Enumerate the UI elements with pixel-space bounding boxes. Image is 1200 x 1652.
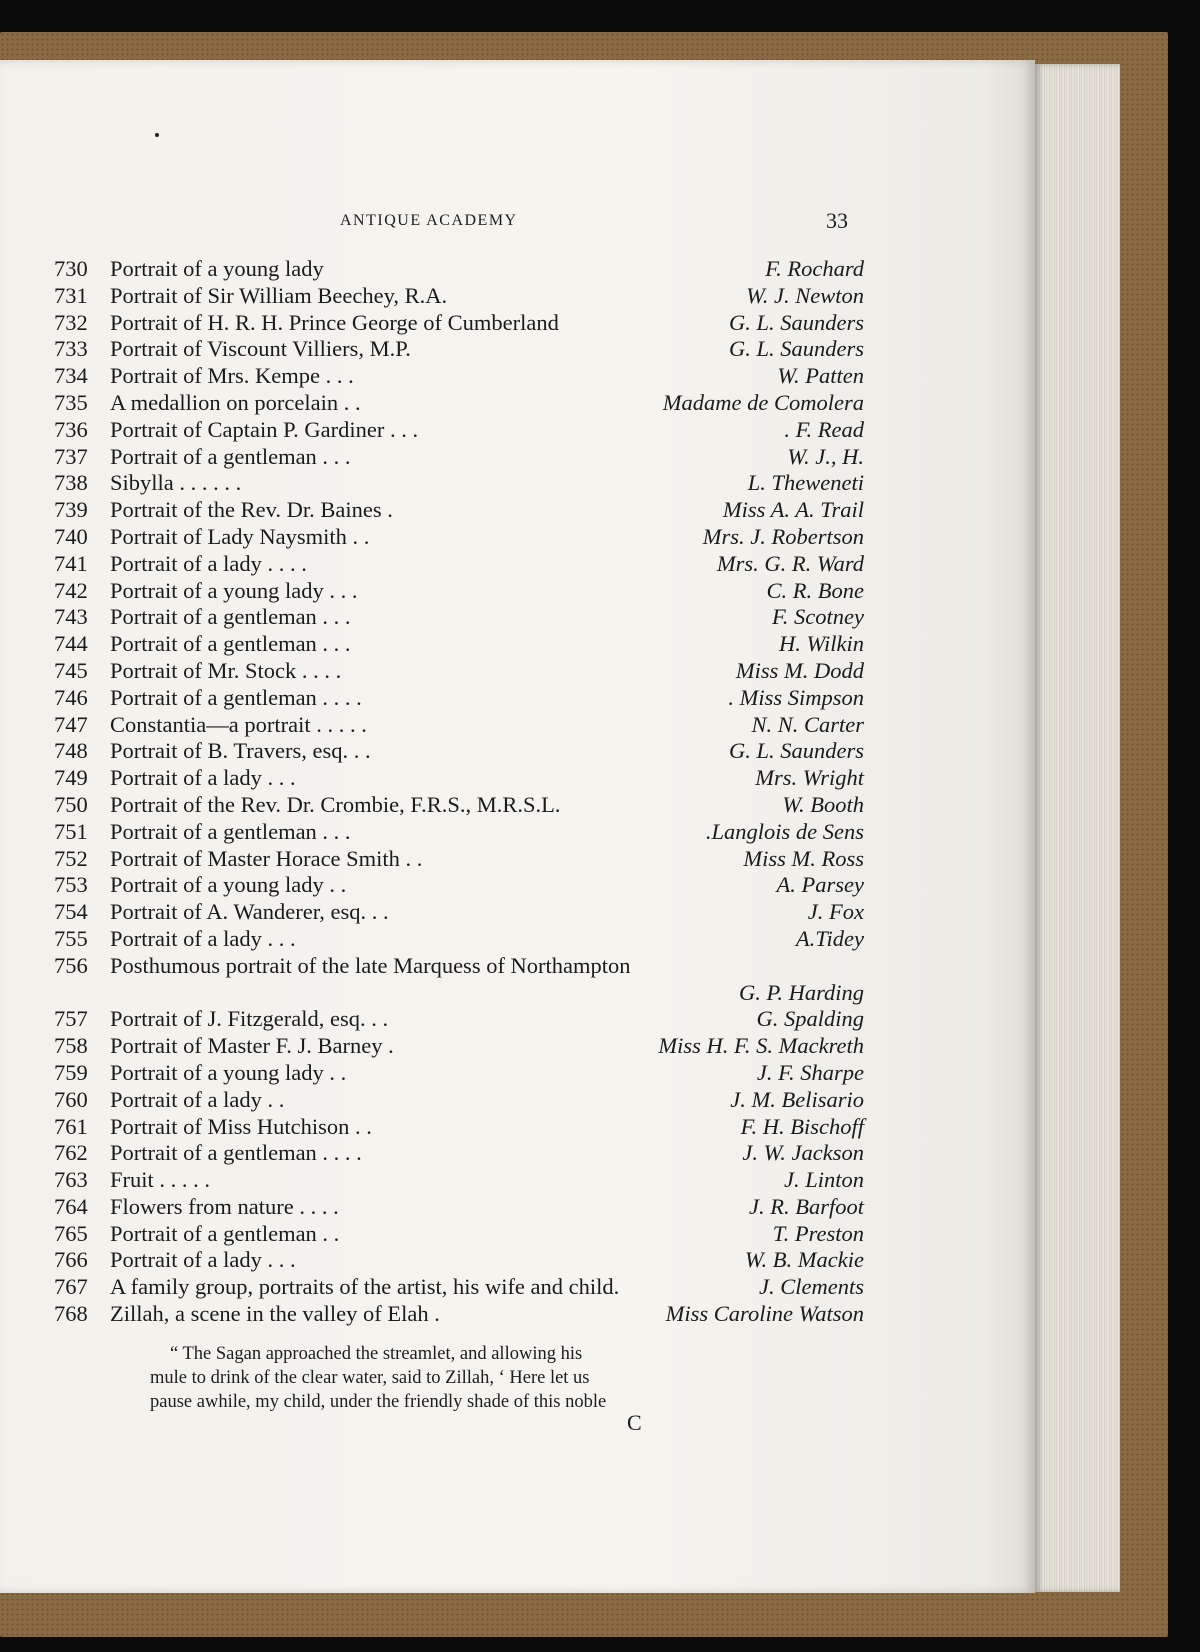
catalogue-entry	[54, 819, 864, 846]
catalogue-entry	[54, 738, 864, 765]
entry-title: Portrait of Mrs. Kempe . . .	[110, 363, 354, 389]
entry-title: Portrait of a gentleman . . . .	[110, 1140, 362, 1166]
entry-title: Portrait of J. Fitzgerald, esq. . .	[110, 1006, 389, 1032]
entry-title: Portrait of Lady Naysmith . .	[110, 523, 370, 549]
entry-title: Portrait of B. Travers, esq. . .	[110, 738, 371, 764]
catalogue-entry	[54, 524, 864, 551]
entry-number: 760	[54, 1086, 88, 1112]
catalogue-entry	[54, 390, 864, 417]
quotation	[150, 1342, 770, 1414]
entry-number: 763	[54, 1167, 88, 1193]
entry-artist: J. F. Sharpe	[756, 1059, 864, 1085]
entry-title: Portrait of a young lady	[110, 256, 324, 281]
entry-number: 753	[54, 872, 88, 898]
entry-title: Zillah, a scene in the valley of Elah .	[110, 1301, 440, 1327]
entry-title: Portrait of the Rev. Dr. Baines .	[110, 497, 393, 523]
entry-artist: F. Scotney	[771, 604, 864, 630]
entry-title: Portrait of Sir William Beechey, R.A.	[110, 282, 448, 308]
entry-number: 745	[54, 657, 88, 683]
entry-title: Portrait of Master F. J. Barney .	[110, 1033, 394, 1059]
entry-artist: G. L. Saunders	[728, 738, 864, 764]
signature-mark: C	[627, 1410, 642, 1435]
catalogue-entry	[54, 363, 864, 390]
entry-title: Portrait of a gentleman . .	[110, 1220, 340, 1246]
entry-artist: L. Theweneti	[747, 470, 864, 496]
catalogue-entry	[54, 578, 864, 605]
entry-artist: G. L. Saunders	[728, 309, 864, 335]
entry-number: 751	[54, 818, 88, 844]
page-number: 33	[826, 208, 848, 233]
entry-number: 749	[54, 765, 88, 791]
entry-title: Portrait of Master Horace Smith . .	[110, 845, 423, 871]
entry-artist: W. J., H.	[787, 443, 864, 469]
entry-number: 738	[54, 470, 88, 496]
entry-artist: T. Preston	[772, 1220, 864, 1246]
entry-artist: W. J. Newton	[746, 282, 864, 308]
catalogue-entry	[54, 1247, 864, 1274]
entry-artist: G. Spalding	[756, 1006, 864, 1032]
entry-title: Portrait of a gentleman . . .	[110, 818, 351, 844]
catalogue-entry	[54, 926, 864, 953]
catalogue-list	[54, 256, 864, 1328]
entry-title: Portrait of a lady . . .	[110, 765, 296, 791]
entry-number: 736	[54, 416, 88, 442]
entry-number: 748	[54, 738, 88, 764]
entry-artist: F. Rochard	[765, 256, 864, 281]
entry-title: Portrait of Mr. Stock . . . .	[110, 657, 342, 683]
entry-artist: . Miss Simpson	[728, 684, 864, 710]
entry-title: Portrait of a lady . . .	[110, 925, 296, 951]
catalogue-entry	[54, 953, 864, 1007]
entry-number: 756	[54, 952, 88, 978]
entry-number: 754	[54, 899, 88, 925]
entry-artist: Miss A. A. Trail	[722, 497, 864, 523]
catalogue-entry	[54, 872, 864, 899]
entry-number: 762	[54, 1140, 88, 1166]
entry-artist: J. W. Jackson	[742, 1140, 864, 1166]
catalogue-entry	[54, 846, 864, 873]
entry-artist: J. Linton	[783, 1167, 864, 1193]
catalogue-entry	[54, 497, 864, 524]
entry-number: 735	[54, 389, 88, 415]
entry-artist: Mrs. G. R. Ward	[716, 550, 864, 576]
entry-title: Portrait of A. Wanderer, esq. . .	[110, 899, 389, 925]
entry-title: Portrait of a lady . .	[110, 1086, 285, 1112]
entry-number: 743	[54, 604, 88, 630]
entry-artist: F. H. Bischoff	[740, 1113, 864, 1139]
entry-title: Constantia—a portrait . . . . .	[110, 711, 367, 737]
entry-title: Portrait of a lady . . .	[110, 1247, 296, 1273]
catalogue-entry	[54, 712, 864, 739]
catalogue-entry	[54, 1033, 864, 1060]
catalogue-entry	[54, 1194, 864, 1221]
entry-artist: C. R. Bone	[766, 577, 864, 603]
entry-number: 757	[54, 1006, 88, 1032]
entry-number: 732	[54, 309, 88, 335]
entry-title: Portrait of the Rev. Dr. Crombie, F.R.S., M.R.S.L.	[110, 791, 561, 817]
catalogue-entry	[54, 417, 864, 444]
entry-artist: Miss H. F. S. Mackreth	[658, 1033, 864, 1059]
entry-artist: G. L. Saunders	[728, 336, 864, 362]
entry-title: Posthumous portrait of the late Marquess of Northampton	[110, 952, 631, 978]
entry-number: 759	[54, 1059, 88, 1085]
entry-title: Portrait of H. R. H. Prince George of Cumberland	[110, 309, 559, 335]
entry-title: Portrait of a young lady . . .	[110, 577, 358, 603]
quote-line: pause awhile, my child, under the friendly shade of this noble	[150, 1392, 607, 1412]
entry-title: Fruit . . . . .	[110, 1167, 211, 1193]
catalogue-entry	[54, 1167, 864, 1194]
quote-line: “ The Sagan approached the streamlet, and allowing his	[170, 1344, 583, 1364]
entry-artist: .Langlois de Sens	[705, 818, 864, 844]
catalogue-entry	[54, 336, 864, 363]
entry-number: 741	[54, 550, 88, 576]
page-edges	[1035, 64, 1120, 1592]
catalogue-entry	[54, 631, 864, 658]
catalogue-entry	[54, 1114, 864, 1141]
entry-artist: J. M. Belisario	[730, 1086, 864, 1112]
catalogue-entry	[54, 792, 864, 819]
catalogue-entry	[54, 1087, 864, 1114]
entry-number: 740	[54, 523, 88, 549]
catalogue-entry	[54, 1140, 864, 1167]
catalogue-entry	[54, 1301, 864, 1328]
entry-number: 746	[54, 684, 88, 710]
catalogue-entry	[54, 444, 864, 471]
entry-title: Portrait of Viscount Villiers, M.P.	[110, 336, 411, 362]
entry-title: Portrait of Miss Hutchison . .	[110, 1113, 372, 1139]
entry-title: Portrait of a gentleman . . .	[110, 443, 351, 469]
entry-artist: J. Clements	[759, 1274, 864, 1300]
entry-number: 768	[54, 1301, 88, 1327]
entry-title: A medallion on porcelain . .	[110, 389, 361, 415]
entry-number: 764	[54, 1193, 88, 1219]
entry-title: Portrait of a gentleman . . . .	[110, 684, 362, 710]
catalogue-entry	[54, 1221, 864, 1248]
running-title: ANTIQUE ACADEMY	[340, 212, 518, 229]
entry-number: 755	[54, 925, 88, 951]
entry-artist: W. Patten	[777, 363, 864, 389]
entry-artist: W. B. Mackie	[744, 1247, 864, 1273]
entry-title: Portrait of Captain P. Gardiner . . .	[110, 416, 419, 442]
catalogue-entry	[54, 310, 864, 337]
entry-artist: A. Parsey	[776, 872, 864, 898]
catalogue-entry	[54, 765, 864, 792]
ink-speck	[155, 133, 159, 137]
entry-number: 744	[54, 631, 88, 657]
entry-artist: Miss M. Dodd	[735, 657, 864, 683]
entry-title: Portrait of a gentleman . . .	[110, 631, 351, 657]
entry-title: Sibylla . . . . . .	[110, 470, 242, 496]
catalogue-entry	[54, 470, 864, 497]
entry-number: 761	[54, 1113, 88, 1139]
entry-title: Portrait of a young lady . .	[110, 1059, 347, 1085]
entry-title: A family group, portraits of the artist, his wife and child.	[110, 1274, 620, 1300]
entry-number: 730	[54, 256, 88, 281]
catalogue-entry	[54, 899, 864, 926]
entry-number: 737	[54, 443, 88, 469]
entry-artist: Mrs. Wright	[755, 765, 864, 791]
entry-artist: J. Fox	[807, 899, 864, 925]
catalogue-entry	[54, 551, 864, 578]
entry-title: Portrait of a lady . . . .	[110, 550, 307, 576]
catalogue-entry	[54, 658, 864, 685]
entry-artist: Madame de Comolera	[662, 389, 864, 415]
entry-title: Portrait of a young lady . .	[110, 872, 347, 898]
entry-artist: Miss Caroline Watson	[665, 1301, 864, 1327]
entry-artist: . F. Read	[784, 416, 864, 442]
entry-artist: G. P. Harding	[738, 979, 864, 1005]
entry-number: 758	[54, 1033, 88, 1059]
entry-title: Flowers from nature . . . .	[110, 1193, 339, 1219]
entry-number: 731	[54, 282, 88, 308]
entry-number: 733	[54, 336, 88, 362]
entry-number: 747	[54, 711, 88, 737]
entry-title: Portrait of a gentleman . . .	[110, 604, 351, 630]
entry-number: 734	[54, 363, 88, 389]
entry-artist: H. Wilkin	[779, 631, 864, 657]
entry-number: 765	[54, 1220, 88, 1246]
entry-artist: N. N. Carter	[751, 711, 864, 737]
catalogue-entry	[54, 1274, 864, 1301]
catalogue-entry	[54, 604, 864, 631]
catalogue-entry	[54, 685, 864, 712]
entry-number: 742	[54, 577, 88, 603]
page-header	[0, 208, 1035, 238]
entry-number: 766	[54, 1247, 88, 1273]
entry-number: 750	[54, 791, 88, 817]
entry-artist: J. R. Barfoot	[749, 1193, 864, 1219]
entry-artist: Miss M. Ross	[743, 845, 864, 871]
catalogue-entry	[54, 1006, 864, 1033]
entry-artist: A.Tidey	[795, 925, 864, 951]
catalogue-entry	[54, 1060, 864, 1087]
entry-number: 767	[54, 1274, 88, 1300]
entry-number: 739	[54, 497, 88, 523]
catalogue-entry	[54, 283, 864, 310]
catalogue-entry	[54, 256, 864, 283]
quote-line: mule to drink of the clear water, said to Zillah, ‘ Here let us	[150, 1368, 590, 1388]
entry-artist: W. Booth	[782, 791, 864, 817]
entry-number: 752	[54, 845, 88, 871]
entry-artist: Mrs. J. Robertson	[702, 523, 864, 549]
